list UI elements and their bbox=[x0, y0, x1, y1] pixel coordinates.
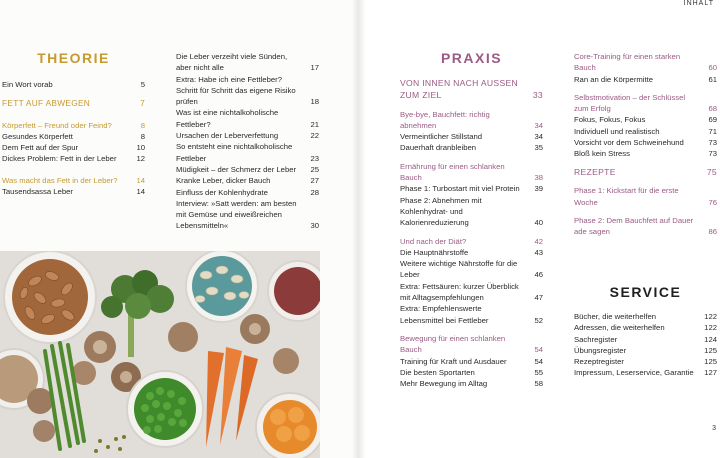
toc-section-entry[interactable]: Phase 2: Dem Bauchfett auf Dauer ade sagen 86 bbox=[574, 216, 717, 237]
vegetables-illustration bbox=[0, 251, 320, 458]
toc-entry[interactable]: Mehr Bewegung im Alltag 58 bbox=[400, 379, 543, 389]
toc-entry[interactable]: Training für Kraft und Ausdauer 54 bbox=[400, 356, 543, 366]
toc-section-entry[interactable]: Bye-bye, Bauchfett: richtig abnehmen 34 bbox=[400, 109, 543, 130]
toc-section-entry[interactable]: Was macht das Fett in der Leber? 14 bbox=[2, 175, 145, 185]
toc-entry[interactable]: So entsteht eine nichtalkoholische Fettleber 23 bbox=[176, 142, 319, 163]
toc-entry[interactable]: Übungsregister 125 bbox=[574, 345, 717, 355]
toc-entry[interactable]: Ran an die Körpermitte 61 bbox=[574, 74, 717, 84]
toc-entry[interactable]: Müdigkeit – der Schmerz der Leber 25 bbox=[176, 164, 319, 174]
toc-entry[interactable]: Bücher, die weiterhelfen 122 bbox=[574, 312, 717, 321]
praxis-column-1 bbox=[400, 50, 543, 389]
toc-entry[interactable]: Adressen, die weiterhelfen 122 bbox=[574, 323, 717, 333]
toc-entry[interactable]: Individuell und realistisch 71 bbox=[574, 126, 717, 136]
toc-entry[interactable]: Vermeintlicher Stillstand 34 bbox=[400, 132, 543, 142]
toc-entry[interactable]: Dickes Problem: Fett in der Leber 12 bbox=[2, 154, 145, 164]
praxis-heading: PRAXIS bbox=[440, 50, 503, 66]
toc-section-entry[interactable]: Phase 1: Kickstart für die erste Woche 76 bbox=[574, 186, 717, 207]
toc-extra-entry[interactable]: Extra: Fettsäuren: kurzer Überblick mit Alltagsempfehlungen 47 bbox=[400, 281, 543, 303]
toc-entry[interactable]: Weitere wichtige Nährstoffe für die Leber 46 bbox=[400, 259, 543, 280]
toc-entry[interactable]: Die Hauptnährstoffe 43 bbox=[400, 247, 543, 257]
toc-entry[interactable]: Impressum, Leserservice, Garantie 127 bbox=[574, 368, 717, 378]
toc-entry[interactable]: Phase 1: Turbostart mit viel Protein 39 bbox=[400, 184, 543, 194]
toc-entry[interactable]: Gesundes Körperfett 8 bbox=[2, 131, 145, 141]
toc-entry[interactable]: Tausendsassa Leber 14 bbox=[2, 187, 145, 197]
book-gutter bbox=[352, 0, 366, 458]
toc-interview-entry[interactable]: Interview: »Satt werden: am besten mit Gemüse und eiweißreichen Lebensmitteln« 30 bbox=[176, 198, 319, 231]
toc-section-entry[interactable]: Core-Training für einen starken Bauch 60 bbox=[574, 52, 717, 73]
theorie-column-2 bbox=[176, 51, 319, 232]
toc-entry[interactable]: Ursachen der Leberverfettung 22 bbox=[176, 131, 319, 141]
toc-entry[interactable]: Fokus, Fokus, Fokus 69 bbox=[574, 115, 717, 125]
praxis-column-2 bbox=[574, 51, 717, 238]
theorie-column-1 bbox=[2, 50, 145, 197]
running-head: INHALT bbox=[683, 0, 714, 7]
toc-entry[interactable]: Sachregister 124 bbox=[574, 334, 717, 344]
toc-section-entry[interactable]: Ernährung für einen schlanken Bauch 38 bbox=[400, 161, 543, 183]
toc-entry[interactable]: Kranke Leber, dicker Bauch 27 bbox=[176, 176, 319, 186]
toc-part-heading[interactable]: FETT AUF ABWEGEN 7 bbox=[2, 98, 145, 109]
service-heading: SERVICE bbox=[609, 284, 682, 300]
toc-entry[interactable]: Phase 2: Abnehmen mit Kohlenhydrat- und Kalorienreduzierung 40 bbox=[400, 195, 543, 228]
toc-entry[interactable]: Die besten Sportarten 55 bbox=[400, 367, 543, 377]
toc-entry[interactable]: Die Leber verzeiht viele Sünden, aber nicht alle 17 bbox=[176, 52, 319, 73]
page-number: 3 bbox=[712, 425, 716, 432]
toc-entry[interactable]: Dem Fett auf der Spur 10 bbox=[2, 143, 145, 153]
toc-section-entry[interactable]: Bewegung für einen schlanken Bauch 54 bbox=[400, 333, 543, 355]
service-column bbox=[574, 284, 717, 379]
toc-entry[interactable]: Dauerhaft dranbleiben 35 bbox=[400, 143, 543, 153]
toc-entry[interactable]: Ein Wort vorab 5 bbox=[2, 80, 145, 89]
toc-entry[interactable]: Was ist eine nichtalkoholische Fettleber? 21 bbox=[176, 108, 319, 129]
toc-part-heading[interactable]: REZEPTE 75 bbox=[574, 166, 717, 177]
toc-section-entry[interactable]: Selbstmotivation – der Schlüssel zum Erfolg 68 bbox=[574, 92, 717, 114]
toc-entry[interactable]: Einfluss der Kohlenhydrate 28 bbox=[176, 187, 319, 197]
toc-entry[interactable]: Bloß kein Stress 73 bbox=[574, 149, 717, 159]
toc-part-heading[interactable]: VON INNEN NACH AUSSEN ZUM ZIEL 33 bbox=[400, 78, 543, 100]
food-photo bbox=[0, 251, 320, 458]
toc-extra-entry[interactable]: Extra: Empfehlenswerte Lebensmittel bei Fettleber 52 bbox=[400, 304, 543, 325]
toc-section-entry[interactable]: Und nach der Diät? 42 bbox=[400, 236, 543, 246]
toc-extra-entry[interactable]: Extra: Habe ich eine Fettleber? Schritt für Schritt das eigene Risiko prüfen 18 bbox=[176, 74, 319, 107]
theorie-heading: THEORIE bbox=[37, 50, 110, 66]
toc-section-entry[interactable]: Körperfett – Freund oder Feind? 8 bbox=[2, 120, 145, 130]
toc-entry[interactable]: Rezeptregister 125 bbox=[574, 357, 717, 367]
toc-entry[interactable]: Vorsicht vor dem Schweinehund 73 bbox=[574, 138, 717, 148]
